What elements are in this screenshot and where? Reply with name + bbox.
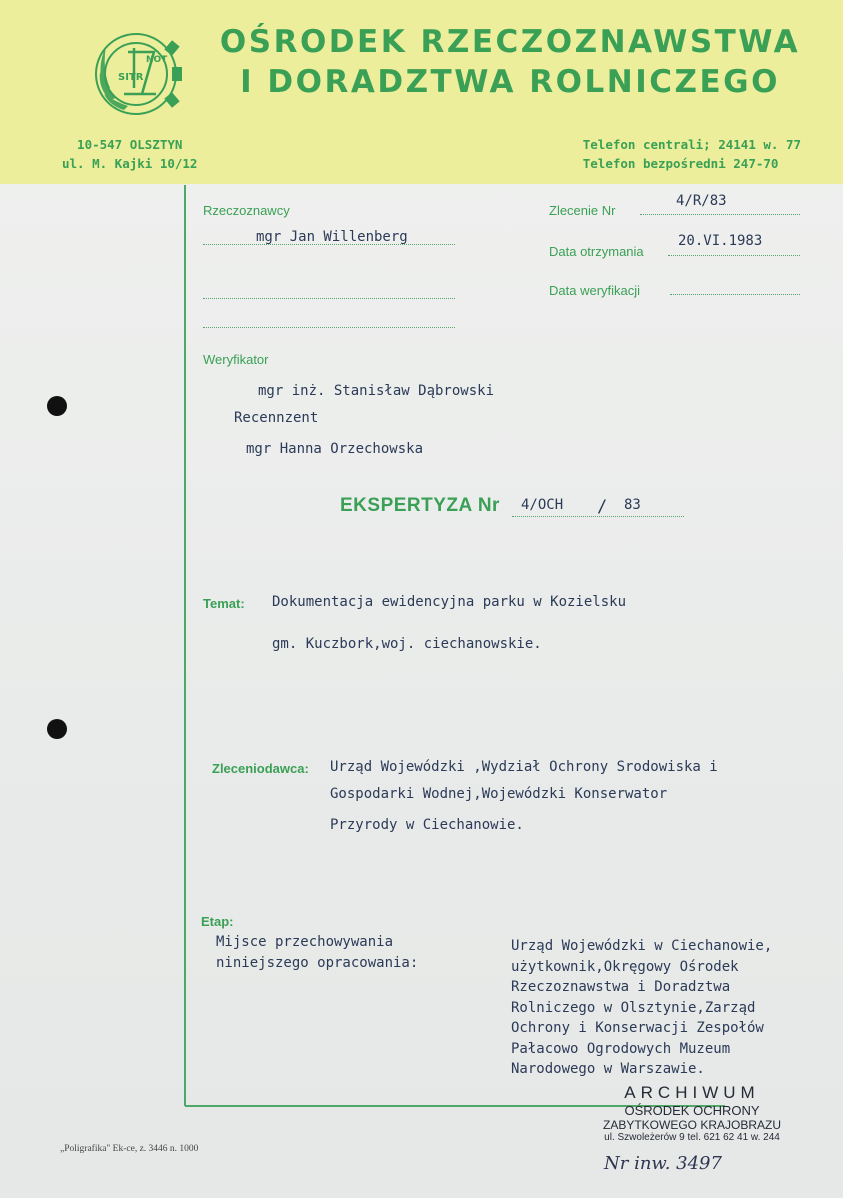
value-weryfikator: mgr inż. Stanisław Dąbrowski [258,383,495,399]
punch-hole-top [47,396,67,416]
org-title-line2: I DORADZTWA ROLNICZEGO [240,64,780,100]
address-line1: 10-547 OLSZTYN [77,137,183,152]
svg-text:NOT: NOT [146,55,168,65]
org-title-line1: OŚRODEK RZECZOZNAWSTWA [219,24,801,60]
dotted-line [203,327,455,328]
phone-info [583,135,801,173]
value-temat-line1: Dokumentacja ewidencyjna parku w Kozielsku [272,594,627,610]
printer-note: „Poligrafika" Ek-ce, z. 3446 n. 1000 [60,1144,199,1154]
label-recenzent: Recennzent [234,410,319,426]
storage-line: Rzeczoznawstwa i Doradztwa [511,979,731,995]
label-etap: Etap: [201,914,234,929]
label-miejsce-line2: niniejszego opracowania: [216,955,419,971]
storage-line: Rolniczego w Olsztynie,Zarząd [511,999,756,1016]
punch-hole-bottom [47,719,67,739]
storage-line: Pałacowo Ogrodowych Muzeum [511,1040,731,1057]
storage-line: Urząd Wojewódzki w Ciechanowie, [511,938,773,954]
label-zleceniodawca: Zleceniodawca: [212,761,309,776]
value-recenzent: mgr Hanna Orzechowska [246,441,424,457]
label-ekspertyza: EKSPERTYZA Nr [340,495,500,516]
stamp-line4: ul. Szwoleżerów 9 tel. 621 62 41 w. 244 [604,1132,780,1143]
dotted-line [203,298,455,299]
svg-text:SITR: SITR [118,72,144,83]
dotted-line [668,255,800,256]
letterhead [0,0,843,184]
value-temat-line2: gm. Kuczbork,woj. ciechanowskie. [272,636,542,652]
label-zlecenie: Zlecenie Nr [549,203,616,218]
archive-stamp [572,1083,812,1143]
label-weryfikator: Weryfikator [203,352,269,367]
dotted-line [203,244,455,245]
storage-line: użytkownik,Okręgowy Ośrodek [511,958,739,975]
dotted-line [670,294,800,295]
sitr-not-logo [84,18,192,126]
phone-line2: Telefon bezpośredni 247-70 [582,156,779,171]
margin-rule-vertical [184,185,186,1106]
value-rzeczoznawca: mgr Jan Willenberg [256,229,408,245]
storage-line: Narodowego w Warszawie. [511,1061,705,1077]
label-data-otrzymania: Data otrzymania [549,244,644,259]
label-miejsce-line1: Mijsce przechowywania [216,934,394,950]
ekspertyza-slash: / [597,497,608,517]
label-rzeczoznawcy: Rzeczoznawcy [203,203,290,218]
label-temat: Temat: [203,596,245,611]
dotted-line [640,214,800,215]
label-data-weryfikacji: Data weryfikacji [549,283,641,298]
stamp-line1: ARCHIWUM [624,1083,760,1102]
storage-location [511,936,772,1080]
stamp-line3: ZABYTKOWEGO KRAJOBRAZU [602,1118,782,1132]
handwritten-inventory-number: Nr inw. 3497 [604,1153,722,1174]
value-ekspertyza-nr: 4/OCH [521,497,564,513]
organization-title [210,22,810,102]
value-data-otrzymania: 20.VI.1983 [678,233,763,249]
stamp-line2: OŚRODEK OCHRONY [624,1103,760,1118]
address-line2: ul. M. Kajki 10/12 [62,156,198,171]
value-ekspertyza-year: 83 [624,497,641,513]
value-zleceniodawca-line2: Gospodarki Wodnej,Wojewódzki Konserwator [330,786,668,802]
phone-line1: Telefon centrali; 24141 w. 77 [582,137,801,152]
value-zlecenie-nr: 4/R/83 [676,193,727,209]
dotted-line [512,516,684,517]
value-zleceniodawca-line1: Urząd Wojewódzki ,Wydział Ochrony Srodowiska i [330,759,718,775]
value-zleceniodawca-line3: Przyrody w Ciechanowie. [330,817,524,833]
postal-address [62,135,197,173]
storage-line: Ochrony i Konserwacji Zespołów [511,1020,764,1036]
